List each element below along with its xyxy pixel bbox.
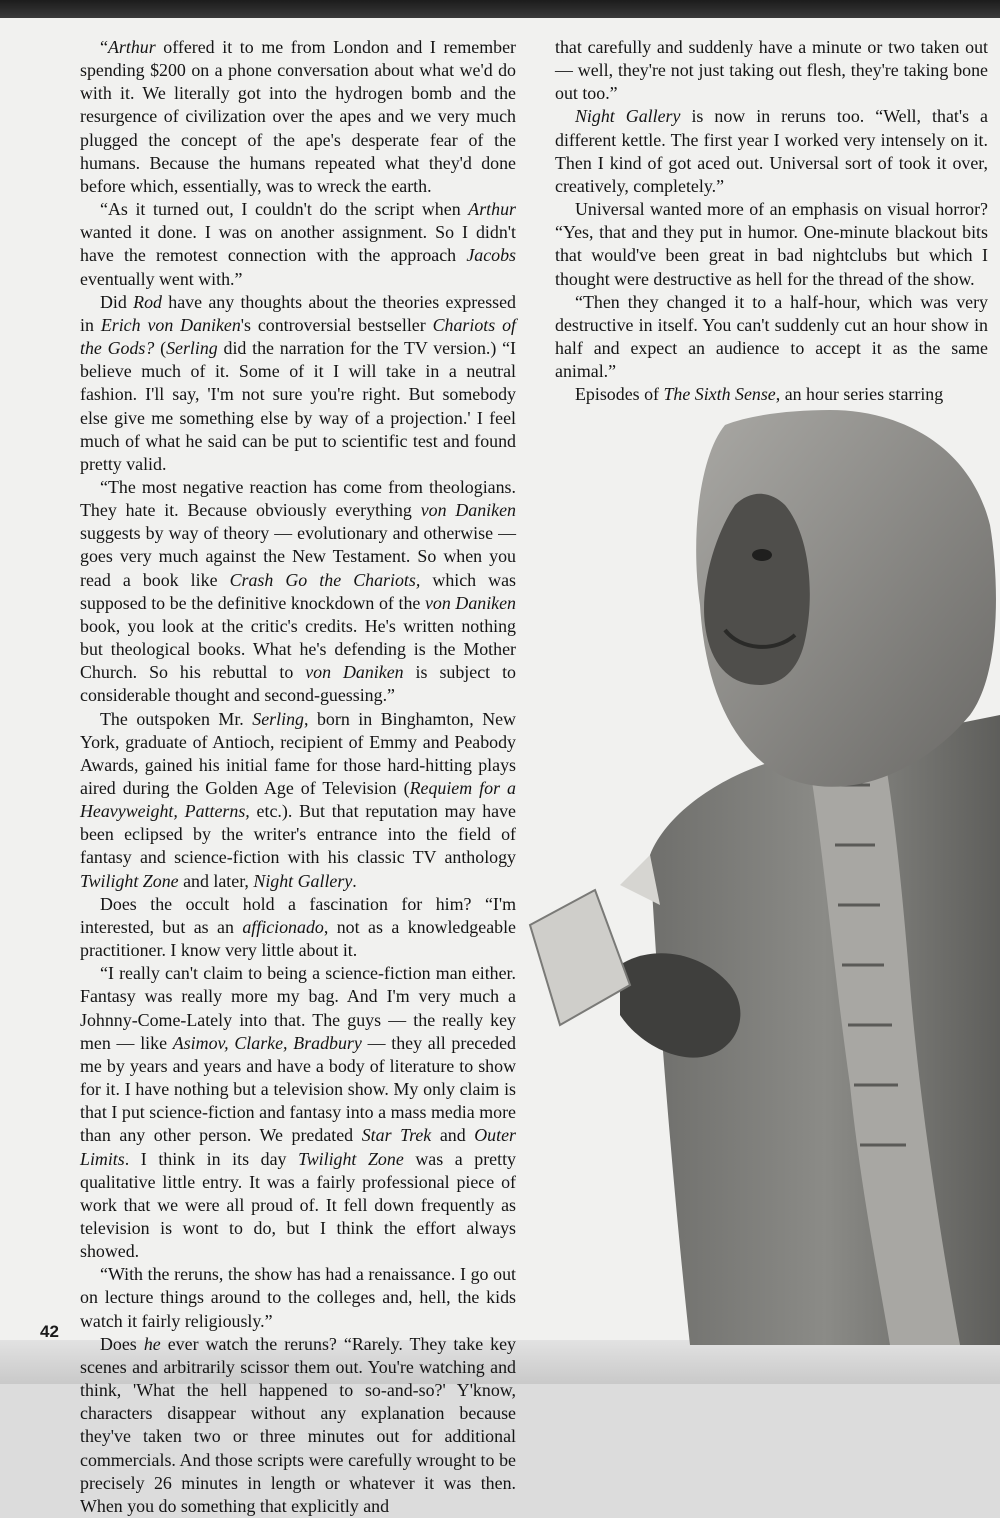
italic-title: Asimov, Clarke, Bradbury	[172, 1032, 362, 1053]
article-paragraph: that carefully and suddenly have a minute or two taken out — well, they're not just taking out flesh, they're taking bone out too.”	[555, 37, 988, 104]
article-paragraph: Does he ever watch the reruns? “Rarely. They take key scenes and arbitrarily scissor them out. You're watching and think, 'What the hell happened to so-and-so?' Y'know, characters disappear without any explanation because they've taken two or three minutes out for additional commercials. And those scripts were carefully wrought to be precisely 26 minutes in length or whatever it was then. When you do something that explicitly and	[80, 1333, 516, 1516]
article-paragraph: Night Gallery is now in reruns too. “Well, that's a different kettle. The first year I worked very intensely on it. Then I kind of got aced out. Universal sort of took it over, creatively, completely.”	[555, 106, 988, 196]
page-top-edge	[0, 0, 1000, 18]
italic-title: von Daniken	[424, 592, 517, 613]
italic-title: Arthur	[107, 37, 156, 57]
italic-title: Jacobs	[466, 245, 516, 266]
italic-title: Crash Go the Chariots,	[229, 569, 421, 590]
italic-title: Serling	[252, 708, 304, 729]
article-paragraph: The outspoken Mr. Serling, born in Binghamton, New York, graduate of Antioch, recipient of Emmy and Peabody Awards, gained his initial fame for those hard-hitting plays aired during the Golden Age of Television (Requiem for a Heavyweight, Patterns, etc.). But that reputation may have been eclipsed by the writer's entrance into the field of fantasy and science-fiction with his classic TV anthology Twilight Zone and later, Night Gallery.	[80, 708, 516, 891]
italic-title: Twilight Zone	[298, 1148, 404, 1169]
italic-title: Star Trek	[361, 1125, 432, 1146]
article-paragraph: “Then they changed it to a half-hour, which was very destructive in itself. You can't suddenly cut an hour show in half and expect an audience to accept it as the same animal.”	[555, 291, 988, 382]
article-paragraph: “With the reruns, the show has had a renaissance. I go out on lecture things around to the colleges and, hell, the kids watch it fairly religiously.”	[80, 1264, 516, 1331]
italic-title: afficionado	[242, 916, 324, 937]
italic-title: Night Gallery	[253, 870, 353, 891]
italic-title: Outer Limits	[80, 1125, 516, 1169]
italic-title: von Daniken	[305, 662, 404, 683]
article-paragraph: Universal wanted more of an emphasis on visual horror? “Yes, that and they put in humor. One-minute blackout bits that would've been great in bad nightclubs but which I thought were destructive as hell for the thread of the show.	[555, 199, 988, 289]
article-paragraph: “Arthur offered it to me from London and I remember spending $200 on a phone conversation about what we'd do with it. We literally got into the hydrogen bomb and the resurgence of civilization over the apes and we very much plugged the concept of the ape's desperate fear of the humans. Because the humans repeated what they'd done before which, essentially, was to wreck the earth.	[80, 37, 516, 196]
italic-title: he	[143, 1333, 161, 1354]
article-paragraph: Did Rod have any thoughts about the theories expressed in Erich von Daniken's controversial bestseller Chariots of the Gods? (Serling did the narration for the TV version.) “I believe much of it. Some of it I will take in a neutral fashion. I'll say, 'I'm not sure you're right. But somebody else give me something else by way of a projection.' I feel much of what he said can be put to scientific test and found pretty valid.	[80, 291, 517, 474]
italic-title: Erich von Daniken	[100, 314, 241, 335]
italic-title: Rod	[133, 291, 162, 312]
italic-title: Twilight Zone	[80, 870, 179, 891]
article-paragraph: Episodes of The Sixth Sense, an hour series starring	[575, 384, 944, 405]
page-number: 42	[40, 1322, 59, 1341]
italic-title: Arthur	[468, 199, 516, 220]
article-paragraph: “The most negative reaction has come from theologians. They hate it. Because obviously everything von Daniken suggests by way of theory — evolutionary and otherwise — goes very much against the New Testament. So when you read a book like Crash Go the Chariots, which was supposed to be the definitive knockdown of the von Daniken book, you look at the critic's credits. He's written nothing but theological books. What he's defending is the Mother Church. So his rebuttal to von Daniken is subject to considerable thought and second-guessing.”	[80, 476, 517, 706]
article-right-column	[555, 36, 988, 407]
italic-title: Night Gallery	[575, 106, 681, 127]
italic-title: The Sixth Sense	[663, 384, 776, 405]
italic-title: Serling	[166, 338, 218, 359]
ape-character-photo	[500, 385, 1000, 1345]
italic-title: von Daniken	[420, 500, 516, 521]
article-paragraph: Does the occult hold a fascination for him? “I'm interested, but as an afficionado, not as a knowledgeable practitioner. I know very little about it.	[80, 893, 516, 961]
italic-title: Requiem for a Heavyweight, Patterns,	[80, 778, 516, 822]
article-paragraph: “I really can't claim to being a science-fiction man either. Fantasy was really more my bag. And I'm very much a Johnny-Come-Lately into that. The guys — the really key men — like Asimov, Clarke, Bradbury — they all preceded me by years and years and have a body of literature to show for it. I have nothing but a television show. My only claim is that I put science-fiction and fantasy into a mass media more than any other person. We predated Star Trek and Outer Limits. I think in its day Twilight Zone was a pretty qualitative little entry. It was a fairly professional piece of work that we were all proud of. It fell down frequently as television is wont to do, but I think the effort always showed.	[80, 963, 516, 1262]
article-left-column	[80, 36, 516, 1518]
article-paragraph: “As it turned out, I couldn't do the script when Arthur wanted it done. I was on another assignment. So I didn't have the remotest connection with the approach Jacobs eventually went with.”	[80, 199, 516, 289]
italic-title: Chariots of the Gods?	[80, 314, 517, 359]
